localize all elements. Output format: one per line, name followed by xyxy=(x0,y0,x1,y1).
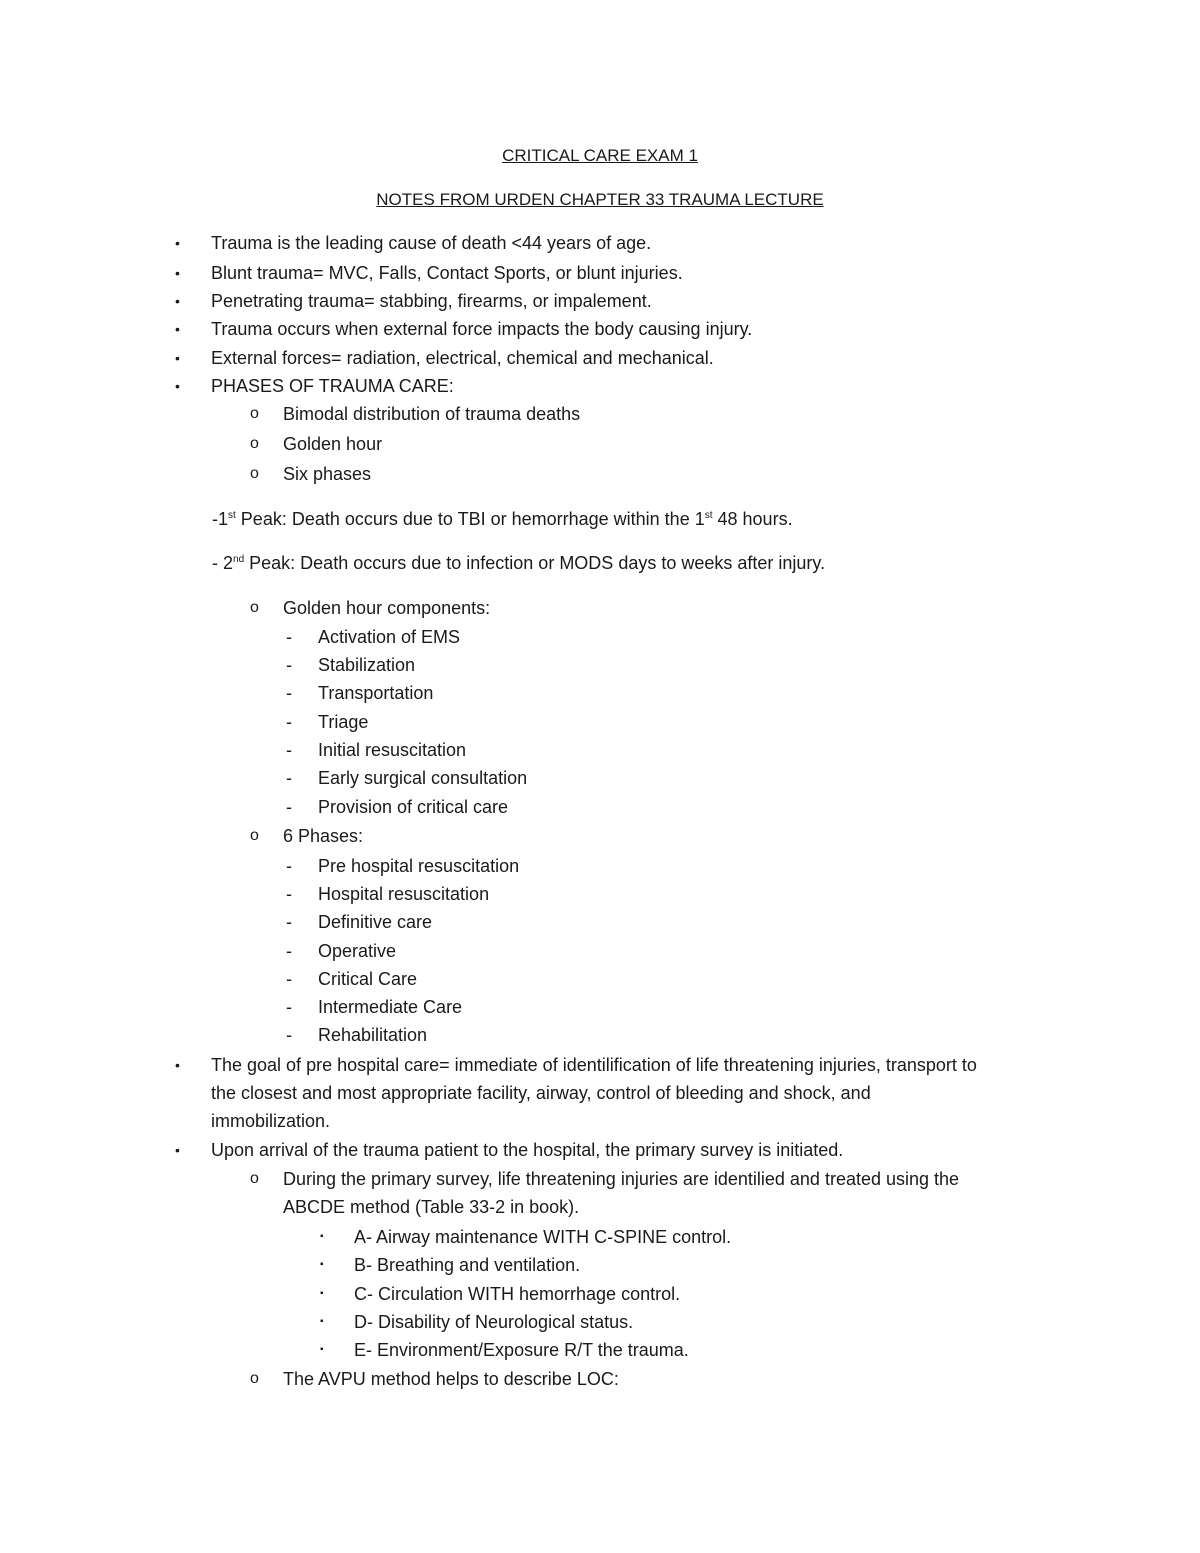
dash-marker: - xyxy=(286,797,292,817)
sub-item: Golden hour components: xyxy=(283,598,491,618)
bullet-marker: • xyxy=(175,265,180,281)
bullet-marker: • xyxy=(175,235,180,251)
list-item: Rehabilitation xyxy=(318,1025,428,1045)
dash-marker: - xyxy=(286,884,292,904)
sub-item: Six phases xyxy=(283,464,372,484)
dash-marker: - xyxy=(286,740,292,760)
bullet-item: Blunt trauma= MVC, Falls, Contact Sports, or blunt injuries. xyxy=(211,263,683,283)
sub-item: The AVPU method helps to describe LOC: xyxy=(283,1369,619,1389)
peak-2-line: - 2nd Peak: Death occurs due to infection or MODS days to weeks after injury. xyxy=(212,553,826,573)
list-item: Critical Care xyxy=(318,969,418,989)
list-item: Triage xyxy=(318,712,369,732)
list-item: Pre hospital resuscitation xyxy=(318,856,520,876)
square-marker: ▪ xyxy=(320,1344,324,1355)
dash-marker: - xyxy=(286,712,292,732)
abcde-item: C- Circulation WITH hemorrhage control. xyxy=(354,1284,681,1304)
list-item: Intermediate Care xyxy=(318,997,463,1017)
abcde-item: B- Breathing and ventilation. xyxy=(354,1255,581,1275)
bullet-item: Trauma is the leading cause of death <44 years of age. xyxy=(211,233,652,253)
list-item: Initial resuscitation xyxy=(318,740,467,760)
square-marker: ▪ xyxy=(320,1316,324,1327)
dash-marker: - xyxy=(286,997,292,1017)
dash-marker: - xyxy=(286,969,292,989)
dash-marker: - xyxy=(286,683,292,703)
dash-marker: - xyxy=(286,941,292,961)
dash-marker: - xyxy=(286,655,292,675)
bullet-marker: • xyxy=(175,350,180,366)
bullet-item: The goal of pre hospital care= immediate of identilification of life threatening injuries, transport to xyxy=(211,1055,977,1075)
circle-marker: o xyxy=(250,405,259,422)
bullet-item-continued: immobilization. xyxy=(211,1111,331,1131)
peak-1-line: -1st Peak: Death occurs due to TBI or hemorrhage within the 1st 48 hours. xyxy=(212,509,793,529)
dash-marker: - xyxy=(286,856,292,876)
circle-marker: o xyxy=(250,1370,259,1387)
bullet-item-continued: the closest and most appropriate facility, airway, control of bleeding and shock, and xyxy=(211,1083,871,1103)
bullet-marker: • xyxy=(175,1057,180,1073)
list-item: Early surgical consultation xyxy=(318,768,528,788)
list-item: Provision of critical care xyxy=(318,797,509,817)
sub-item-continued: ABCDE method (Table 33-2 in book). xyxy=(283,1197,580,1217)
bullet-marker: • xyxy=(175,321,180,337)
list-item: Hospital resuscitation xyxy=(318,884,490,904)
dash-marker: - xyxy=(286,768,292,788)
dash-marker: - xyxy=(286,912,292,932)
dash-marker: - xyxy=(286,1025,292,1045)
bullet-item: Upon arrival of the trauma patient to the hospital, the primary survey is initiated. xyxy=(211,1140,844,1160)
sub-item: Bimodal distribution of trauma deaths xyxy=(283,404,581,424)
dash-marker: - xyxy=(286,627,292,647)
bullet-item: Trauma occurs when external force impacts the body causing injury. xyxy=(211,319,753,339)
doc-subtitle: NOTES FROM URDEN CHAPTER 33 TRAUMA LECTURE xyxy=(376,190,824,209)
square-marker: ▪ xyxy=(320,1259,324,1270)
sub-item: During the primary survey, life threatening injuries are identilied and treated using the xyxy=(283,1169,960,1189)
list-item: Definitive care xyxy=(318,912,433,932)
bullet-item: Penetrating trauma= stabbing, firearms, or impalement. xyxy=(211,291,652,311)
bullet-marker: • xyxy=(175,378,180,394)
bullet-item: External forces= radiation, electrical, chemical and mechanical. xyxy=(211,348,714,368)
sub-item: Golden hour xyxy=(283,434,383,454)
circle-marker: o xyxy=(250,465,259,482)
bullet-marker: • xyxy=(175,1142,180,1158)
list-item: Activation of EMS xyxy=(318,627,461,647)
doc-title: CRITICAL CARE EXAM 1 xyxy=(502,146,698,165)
square-marker: ▪ xyxy=(320,1288,324,1299)
circle-marker: o xyxy=(250,435,259,452)
list-item: Transportation xyxy=(318,683,434,703)
sub-item: 6 Phases: xyxy=(283,826,364,846)
circle-marker: o xyxy=(250,1170,259,1187)
abcde-item: A- Airway maintenance WITH C-SPINE control. xyxy=(354,1227,732,1247)
bullet-item: PHASES OF TRAUMA CARE: xyxy=(211,376,454,396)
list-item: Stabilization xyxy=(318,655,416,675)
bullet-marker: • xyxy=(175,293,180,309)
abcde-item: D- Disability of Neurological status. xyxy=(354,1312,634,1332)
square-marker: ▪ xyxy=(320,1231,324,1242)
list-item: Operative xyxy=(318,941,397,961)
circle-marker: o xyxy=(250,599,259,616)
abcde-item: E- Environment/Exposure R/T the trauma. xyxy=(354,1340,689,1360)
circle-marker: o xyxy=(250,827,259,844)
